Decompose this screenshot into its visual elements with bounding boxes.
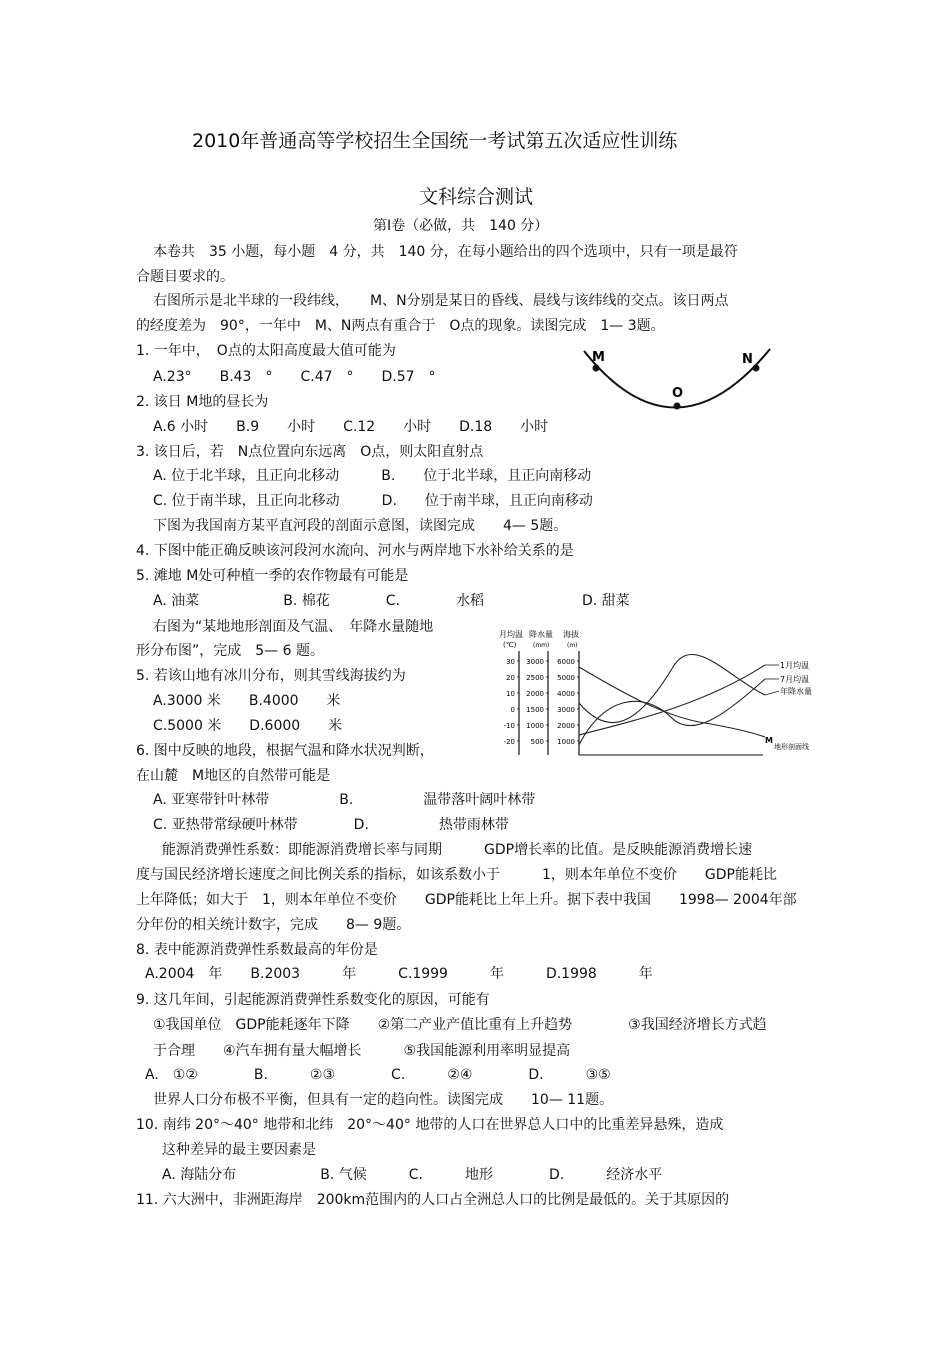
text-line: 形分布图”，完成 5— 6 题。 [136,643,324,659]
header-elev: 海拔 [563,630,579,639]
options-2: A.6 小时 B.9 小时 C.12 小时 D.18 小时 [153,419,549,435]
text-line: 右图为“某地地形剖面及气温、 年降水量随地 [153,619,434,635]
tick-elev: 2000 [557,722,575,730]
text-line: 分年份的相关统计数字，完成 8— 9题。 [136,917,411,933]
options-5b-ab: A.3000 米 B.4000 米 [153,693,341,709]
unit-temp: (℃) [503,641,517,649]
options-6-cd: C. 亚热带常绿硬叶林带 D. 热带雨林带 [153,817,509,833]
text-line: 度与国民经济增长速度之间比例关系的指标，如该系数小于 1，则本年单位不变价 GDP能耗比 [136,867,777,883]
terrain-climate-chart [493,627,823,757]
tick-precip: 500 [530,738,544,746]
point-o [674,403,681,410]
tick-temp: -20 [503,738,515,746]
series-年降水量-line [579,654,765,722]
legend-1月均温: 1月均温 [780,661,810,670]
options-3-ab: A. 位于北半球，且正向北移动 B. 位于北半球，且正向南移动 [153,468,592,484]
question-6: 6. 图中反映的地段，根据气温和降水状况判断， [136,743,434,759]
options-6-ab: A. 亚寒带针叶林带 B. 温带落叶阔叶林带 [153,792,536,808]
tick-elev: 1000 [557,738,575,746]
tick-group [504,658,579,746]
section-heading: 第Ⅰ卷（必做，共 140 分） [373,218,549,234]
legend-7月均温: 7月均温 [780,675,810,684]
legend-地形剖面线: 地形剖面线 [774,743,809,751]
text-line: 右图所示是北半球的一段纬线， M、N分别是某日的昏线、晨线与该纬线的交点。该日两点 [153,293,729,309]
question-3: 3. 该日后，若 N点位置向东远离 O点，则太阳直射点 [136,444,484,460]
tick-precip: 2500 [526,674,544,682]
unit-elev: (m) [567,642,578,649]
options-1: A.23° B.43 ° C.47 ° D.57 ° [153,369,436,385]
point-n [753,365,760,372]
text-line: 这种差异的最主要因素是 [162,1142,316,1158]
legend-年降水量: 年降水量 [780,687,812,696]
page-title: 2010年普通高等学校招生全国统一考试第五次适应性训练 [192,130,678,152]
tick-elev: 3000 [557,706,575,714]
question-9: 9. 这几年间，引起能源消费弹性系数变化的原因，可能有 [136,992,490,1008]
question-11: 11. 六大洲中，非洲距海岸 200km范围内的人口占全洲总人口的比例是最低的。关于其原因的 [136,1192,730,1208]
text-line: 本卷共 35 小题，每小题 4 分，共 140 分，在每小题给出的四个选项中，只有一项是最符 [153,244,738,260]
question-5: 5. 滩地 M处可种植一季的农作物最有可能是 [136,568,409,584]
unit-precip: (mm) [533,642,550,649]
options-9: A. ①② B. ②③ C. ②④ D. ③⑤ [145,1067,611,1083]
tick-temp: 0 [510,706,515,714]
question-8: 8. 表中能源消费弹性系数最高的年份是 [136,942,378,958]
question-10: 10. 南纬 20°～40° 地带和北纬 20°～40° 地带的人口在世界总人口中的比重差异悬殊，造成 [136,1117,724,1133]
header-temp: 月均温 [499,630,523,639]
tick-precip: 1000 [526,722,544,730]
tick-temp: 20 [506,674,515,682]
options-3-cd: C. 位于南半球，且正向北移动 D. 位于南半球，且正向南移动 [153,493,593,509]
point-m [593,365,600,372]
label-o: O [672,386,684,401]
question-2: 2. 该日 M地的昼长为 [136,394,269,410]
tick-elev: 5000 [557,674,575,682]
options-5b-cd: C.5000 米 D.6000 米 [153,718,343,734]
tick-elev: 6000 [557,658,575,666]
tick-precip: 3000 [526,658,544,666]
text-line: 下图为我国南方某平直河段的剖面示意图，读图完成 4— 5题。 [153,518,568,534]
tick-temp: 10 [506,690,515,698]
text-line: 世界人口分布极不平衡，但具有一定的趋向性。读图完成 10— 11题。 [153,1092,614,1108]
options-10: A. 海陆分布 B. 气候 C. 地形 D. 经济水平 [162,1167,663,1183]
tick-elev: 4000 [557,690,575,698]
tick-precip: 2000 [526,690,544,698]
point-m-label: M [765,736,773,745]
text-line: 于合理 ④汽车拥有量大幅增长 ⑤我国能源利用率明显提高 [153,1043,571,1059]
text-line: ①我国单位 GDP能耗逐年下降 ②第二产业产值比重有上升趋势 ③我国经济增长方式趋 [153,1017,767,1033]
latitude-arc-diagram [580,345,780,415]
tick-temp: 30 [506,658,515,666]
series-7月均温-line [579,679,765,745]
question-5b: 5. 若该山地有冰川分布，则其雪线海拔约为 [136,668,406,684]
text-line: 在山麓 M地区的自然带可能是 [136,768,331,784]
text-line: 合题目要求的。 [136,269,234,285]
label-n: N [742,352,753,367]
text-line: 上年降低；如大于 1，则本年单位不变价 GDP能耗比上年上升。据下表中我国 1998— 2004年部 [136,892,797,908]
tick-temp: -10 [503,722,515,730]
question-1: 1. 一年中， O点的太阳高度最大值可能为 [136,343,396,359]
text-line: 的经度差为 90°，一年中 M、N两点有重合于 O点的现象。读图完成 1— 3题。 [136,318,665,334]
question-4: 4. 下图中能正确反映该河段河水流向、河水与两岸地下水补给关系的是 [136,543,574,559]
label-m: M [592,350,605,365]
options-8: A.2004 年 B.2003 年 C.1999 年 D.1998 年 [145,966,653,982]
options-5: A. 油菜 B. 棉花 C. 水稻 D. 甜菜 [153,593,630,609]
page-subtitle: 文科综合测试 [419,186,534,208]
text-line: 能源消费弹性系数：即能源消费增长率与同期 GDP增长率的比值。是反映能源消费增长速 [162,842,753,858]
series-1月均温-line [579,665,765,735]
header-precip: 降水量 [529,630,553,639]
tick-precip: 1500 [526,706,544,714]
leader-3 [765,691,779,695]
